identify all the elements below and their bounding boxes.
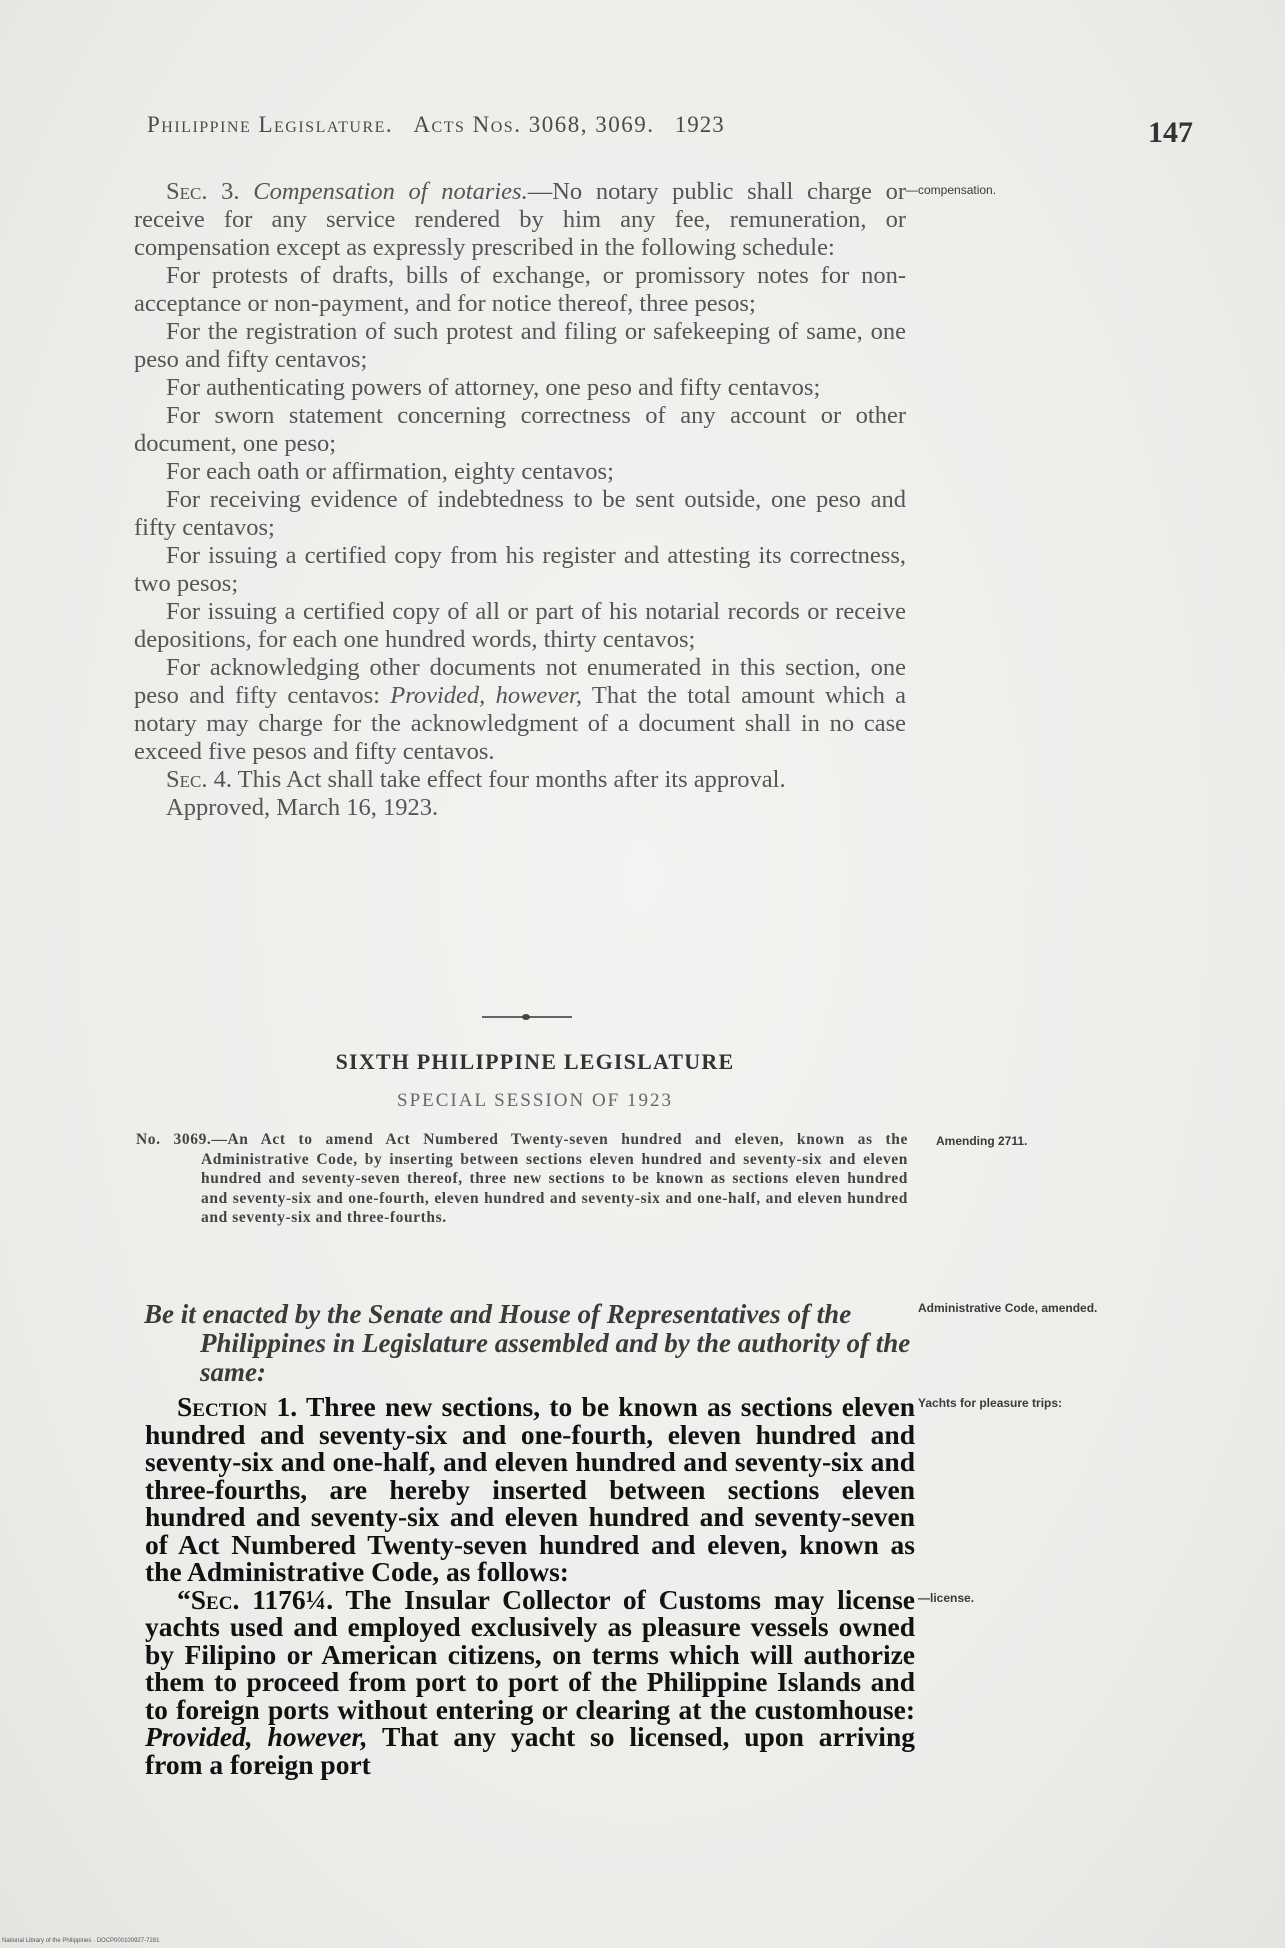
running-head: [147, 112, 1067, 138]
sec3-title: Compensation of notaries.: [253, 178, 528, 205]
fee-item: For the registration of such protest and filing or safekeeping of same, one peso and fifty centavos;: [134, 318, 906, 373]
fee-item: For sworn statement concerning correctness of any account or other document, one peso;: [134, 402, 906, 457]
running-head-year: 1923: [674, 112, 725, 137]
sec3-lead: [134, 178, 906, 262]
sec1176-text: The Insular Collector of Customs may license yachts used and employed exclusively as pleasure vessels owned by Filipino or American citizens, on terms which will authorize them to proceed from port to port of the Philippine Islands and to foreign ports without entering or clearing at the customhouse:: [145, 1583, 915, 1725]
sec3-text: —No notary public shall charge or receive for any service rendered by him any fee, remuneration, or compensation except as expressly prescribed in the following schedule:: [134, 178, 907, 261]
sec1176-label: “Sec. 1176¼.: [177, 1583, 334, 1615]
fee-item: For issuing a certified copy from his register and attesting its correctness, two pesos;: [134, 542, 906, 597]
footer-credit: National Library of the Philippines · DOCP000100927-7281: [2, 1938, 160, 1944]
fee-item: For authenticating powers of attorney, one peso and fifty centavos;: [166, 374, 821, 401]
section-3-block: [134, 178, 906, 822]
margin-note-amending: Amending 2711.: [936, 1134, 1028, 1148]
session-title: SPECIAL SESSION OF 1923: [397, 1090, 673, 1111]
sec1176-end: That any yacht so licensed, upon arriving from a foreign port: [145, 1721, 915, 1780]
sec1176-proviso: Provided, however,: [145, 1721, 368, 1752]
enacting-text: Be it enacted by the Senate and House of Representatives of the Philippines in Legislature assembled and by the authority of the same:: [144, 1299, 911, 1387]
sec4-label: Sec. 4.: [166, 766, 232, 793]
running-head-legislature: Philippine Legislature.: [147, 112, 394, 137]
section1-label: Section 1.: [177, 1391, 298, 1422]
running-head-acts: Acts Nos. 3068, 3069.: [413, 112, 655, 137]
margin-note-yachts: Yachts for pleasure trips:: [918, 1396, 1063, 1410]
fee-item: For protests of drafts, bills of exchange, or promissory notes for non-acceptance or non-payment, and for notice thereof, three pesos;: [134, 262, 906, 317]
section-divider: [482, 1016, 572, 1018]
fee-item: For each oath or affirmation, eighty centavos;: [166, 458, 614, 485]
section-1: [145, 1393, 915, 1586]
fee-item-last: [134, 654, 906, 766]
sec3-label: Sec. 3.: [166, 178, 240, 205]
margin-note-compensation: —compensation.: [906, 183, 997, 197]
last-item-proviso: Provided, however,: [390, 682, 582, 709]
margin-note-license: —license.: [918, 1591, 975, 1605]
approval-date: Approved, March 16, 1923.: [166, 794, 439, 821]
fee-item: For receiving evidence of indebtedness to be sent outside, one peso and fifty centavos;: [134, 486, 906, 541]
last-item-end: That the total amount which a notary may charge for the acknowledgment of a document shall in no case exceed five pesos and fifty centavos.: [134, 682, 907, 765]
sec4-text: This Act shall take effect four months after its approval.: [237, 766, 786, 793]
sec4: [134, 766, 906, 794]
section1-text: Three new sections, to be known as sections eleven hundred and seventy-six and one-fourth, eleven hundred and seventy-six and one-half, and eleven hundred and seventy-six and three-fourths, are hereby inserted between sections eleven hundred and seventy-six and eleven hundred and seventy-seven of Act Numbered Twenty-seven hundred and eleven, known as the Administrative Code, as follows:: [145, 1391, 915, 1587]
act-summary: [136, 1130, 908, 1228]
page-number: 147: [1148, 116, 1193, 149]
section-1176: [145, 1583, 915, 1780]
act-summary-body: —An Act to amend Act Numbered Twenty-seven hundred and eleven, known as the Administrative Code, by inserting between sections eleven hundred and seventy-six and eleven hundred and seventy-seven thereof, three new sections to be known as sections eleven hundred and seventy-six and one-fourth, eleven hundred and seventy-six and one-half, and eleven hundred and seventy-six and three-fourths.: [201, 1131, 908, 1226]
act-number: No. 3069.: [136, 1131, 212, 1148]
legislature-title: SIXTH PHILIPPINE LEGISLATURE: [335, 1049, 735, 1074]
section-1-block: [145, 1393, 915, 1778]
enacting-clause: [144, 1300, 914, 1387]
last-item-start: For acknowledging other documents not enumerated in this section, one peso and fifty centavos:: [134, 654, 906, 709]
margin-note-admin-code: Administrative Code, amended.: [918, 1301, 1098, 1315]
fee-item: For issuing a certified copy of all or part of his notarial records or receive depositions, for each one hundred words, thirty centavos;: [134, 598, 906, 653]
act-summary-text: [136, 1130, 908, 1228]
